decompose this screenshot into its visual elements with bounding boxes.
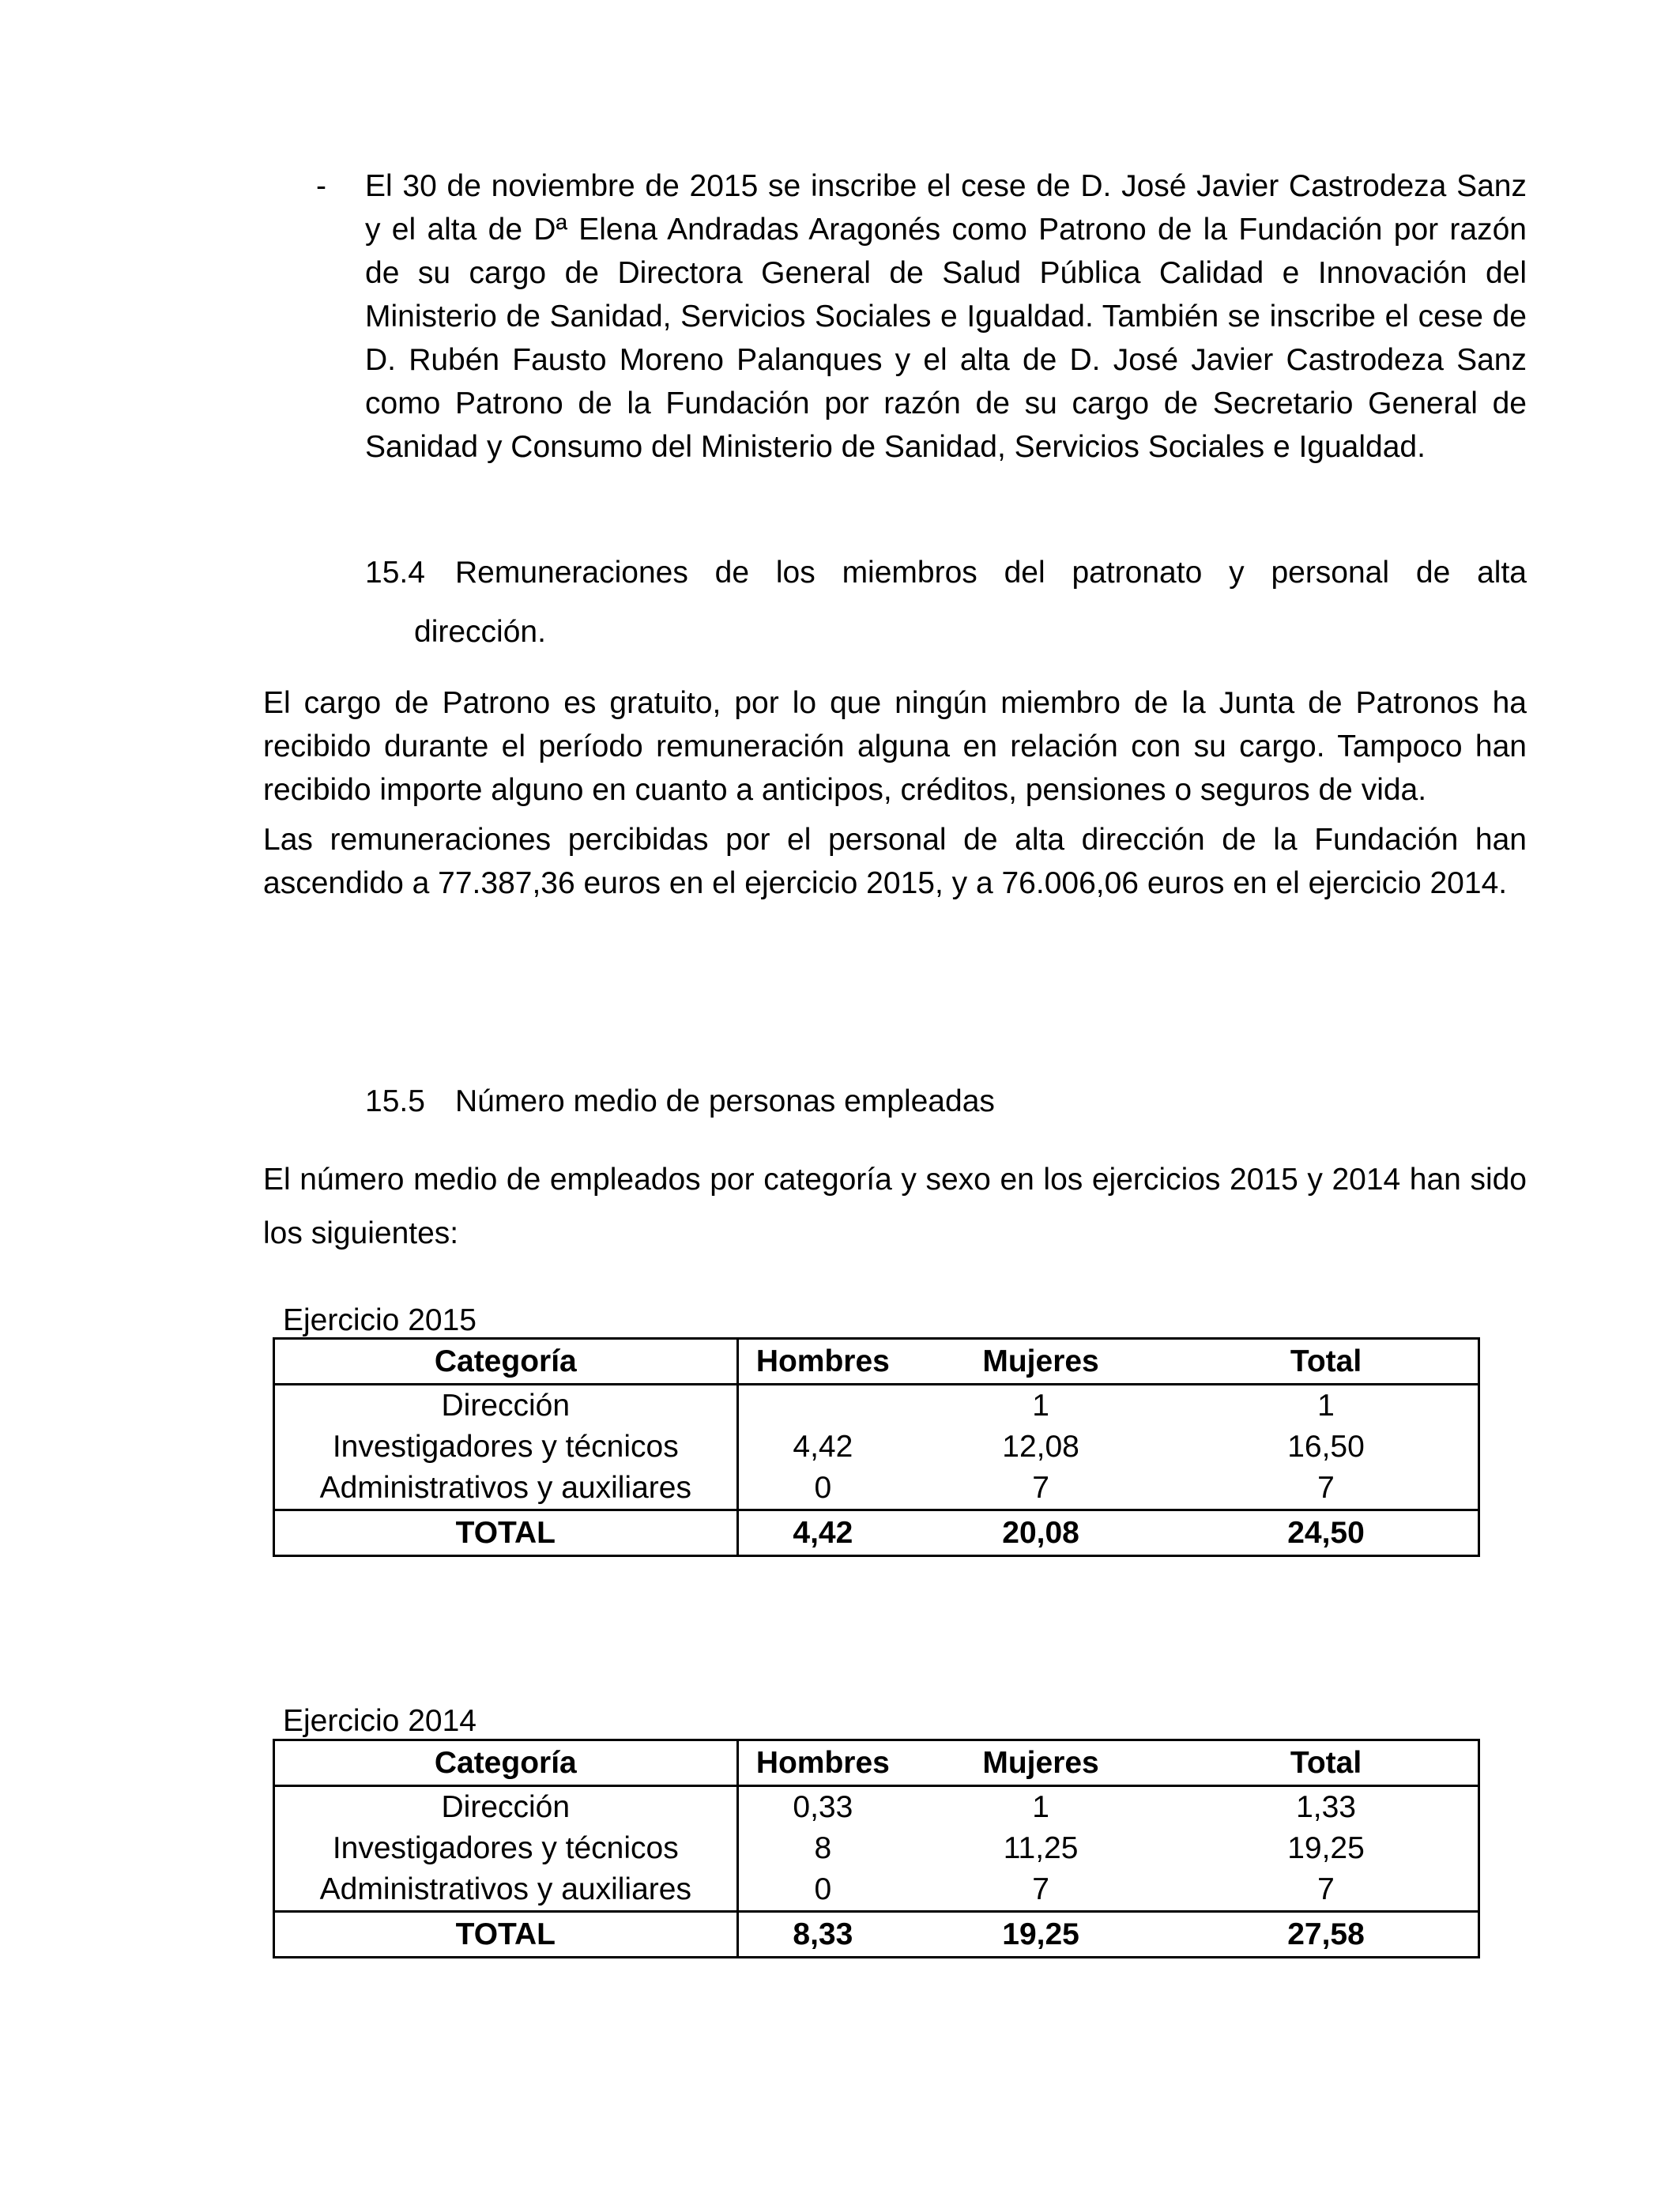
header-hombres: Hombres [737, 1339, 907, 1385]
cell-hombres: 4,42 [793, 1430, 853, 1464]
header-total: Total [1174, 1740, 1478, 1786]
cell-mujeres: 1 [1032, 1790, 1049, 1824]
cell-total: 7 [1317, 1872, 1335, 1906]
cell-total-label: TOTAL [274, 1912, 738, 1958]
cell-categoria: Administrativos y auxiliares [274, 1869, 738, 1912]
cell-total-mujeres: 20,08 [907, 1510, 1174, 1556]
paragraph-remuneraciones: Las remuneraciones percibidas por el personal de alta dirección de la Fundación han ascendido a 77.387,36 euros en el ejercicio 2015, y a 76.006,06 euros en el ejercicio 2014. [263, 823, 1527, 900]
section-title: Número medio de personas empleadas [455, 1084, 995, 1118]
section-title-line1 [455, 551, 1527, 594]
cell-total: 1,33 [1296, 1790, 1356, 1824]
cell-mujeres: 7 [1032, 1872, 1049, 1906]
header-total: Total [1174, 1339, 1478, 1385]
cell-total: 1 [1317, 1389, 1335, 1423]
cell-categoria: Dirección [274, 1786, 738, 1829]
title-word: Remuneraciones [455, 556, 688, 590]
title-word: de [714, 556, 750, 590]
cell-total-total: 27,58 [1174, 1912, 1478, 1958]
table-row [274, 1427, 1479, 1468]
table-total-row [274, 1912, 1479, 1958]
cell-total: 16,50 [1287, 1430, 1365, 1464]
cell-categoria: Investigadores y técnicos [274, 1828, 738, 1869]
cell-mujeres: 12,08 [1002, 1430, 1079, 1464]
header-mujeres: Mujeres [907, 1740, 1174, 1786]
cell-mujeres: 7 [1032, 1471, 1049, 1505]
cell-hombres: 0,33 [793, 1790, 853, 1824]
title-word: y [1229, 556, 1245, 590]
bullet-text: El 30 de noviembre de 2015 se inscribe el cese de D. José Javier Castrodeza Sanz y el alta de Dª Elena Andradas Aragonés como Patrono de la Fundación por razón de su cargo de Directora General de Salud Pública Calidad e Innovación del Ministerio de Sanidad, Servicios Sociales e Igualdad. También se inscribe el cese de D. Rubén Fausto Moreno Palanques y el alta de D. José Javier Castrodeza Sanz como Patrono de la Fundación por razón de su cargo de Secretario General de Sanidad y Consumo del Ministerio de Sanidad, Servicios Sociales e Igualdad. [365, 169, 1527, 464]
header-mujeres: Mujeres [907, 1339, 1174, 1385]
header-hombres: Hombres [737, 1740, 907, 1786]
table-row [274, 1828, 1479, 1869]
title-word: de [1415, 556, 1451, 590]
cell-hombres [737, 1385, 907, 1427]
cell-hombres: 0 [814, 1471, 832, 1505]
bullet-dash: - [316, 169, 326, 203]
title-word: patronato [1072, 556, 1203, 590]
cell-categoria: Administrativos y auxiliares [274, 1468, 738, 1510]
title-word: del [1004, 556, 1045, 590]
cell-categoria: Investigadores y técnicos [274, 1427, 738, 1468]
cell-total-mujeres: 19,25 [907, 1912, 1174, 1958]
table-caption-2015: Ejercicio 2015 [283, 1303, 477, 1337]
cell-total-total: 24,50 [1174, 1510, 1478, 1556]
cell-mujeres: 1 [1032, 1389, 1049, 1423]
table-row [274, 1385, 1479, 1427]
paragraph-patrono: El cargo de Patrono es gratuito, por lo que ningún miembro de la Junta de Patronos ha recibido durante el período remuneración alguna en relación con su cargo. Tampoco han recibido importe alguno en cuanto a anticipos, créditos, pensiones o seguros de vida. [263, 686, 1527, 807]
cell-total: 7 [1317, 1471, 1335, 1505]
table-row [274, 1869, 1479, 1912]
cell-mujeres: 11,25 [1003, 1831, 1079, 1865]
title-word: los [775, 556, 816, 590]
table-caption-2014: Ejercicio 2014 [283, 1704, 477, 1738]
title-word: personal [1271, 556, 1390, 590]
title-word: miembros [842, 556, 977, 590]
section-heading-15-4 [365, 551, 1527, 594]
cell-hombres: 0 [814, 1872, 832, 1906]
section-number: 15.4 [365, 556, 425, 590]
cell-categoria: Dirección [274, 1385, 738, 1427]
employees-table-2015 [273, 1337, 1480, 1557]
table-header-row [274, 1339, 1479, 1385]
title-word: alta [1477, 556, 1527, 590]
section-number: 15.5 [365, 1084, 425, 1118]
header-categoria: Categoría [274, 1740, 738, 1786]
cell-total-hombres: 4,42 [737, 1510, 907, 1556]
table-row [274, 1468, 1479, 1510]
cell-hombres: 8 [814, 1831, 832, 1865]
paragraph-empleados: El número medio de empleados por categoría y sexo en los ejercicios 2015 y 2014 han sido los siguientes: [263, 1163, 1527, 1250]
table-header-row [274, 1740, 1479, 1786]
section-title-line2: dirección. [414, 615, 546, 649]
header-categoria: Categoría [274, 1339, 738, 1385]
employees-table-2014 [273, 1739, 1480, 1958]
cell-total: 19,25 [1287, 1831, 1365, 1865]
table-row [274, 1786, 1479, 1829]
section-heading-15-5 [365, 1080, 995, 1123]
cell-total-hombres: 8,33 [737, 1912, 907, 1958]
cell-total-label: TOTAL [274, 1510, 738, 1556]
table-total-row [274, 1510, 1479, 1556]
